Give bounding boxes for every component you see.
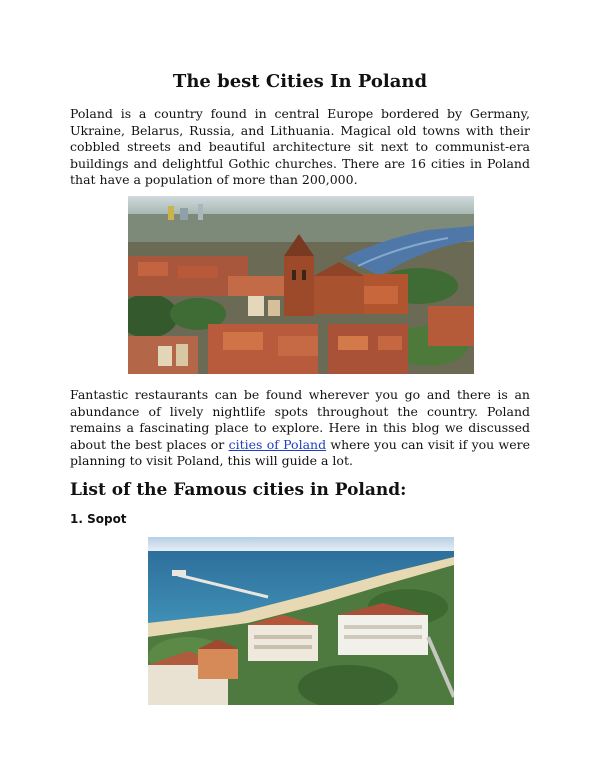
list-heading: List of the Famous cities in Poland: <box>70 480 407 500</box>
second-paragraph <box>70 387 530 470</box>
list-item-sopot-heading: 1. Sopot <box>70 512 127 526</box>
second-paragraph-text-end: where you can visit if you were planning to visit Poland, this will guide a lot. <box>70 436 530 468</box>
page-title: The best Cities In Poland <box>172 71 428 92</box>
city-aerial-photo <box>128 196 474 374</box>
cities-of-poland-link[interactable]: cities of Poland <box>228 436 327 452</box>
sopot-aerial-illustration <box>148 537 454 705</box>
sopot-aerial-photo <box>148 537 454 705</box>
intro-paragraph: Poland is a country found in central Europe bordered by Germany, Ukraine, Belarus, Russia, and Lithuania. Magical old towns with their cobbled streets and beautiful architecture sit next to communist-era buildings and delightful Gothic churches. There are 16 cities in Poland that have a population of more than 200,000. <box>70 106 530 187</box>
city-aerial-illustration <box>128 196 474 374</box>
second-paragraph-text-start: Fantastic restaurants can be found wherever you go and there is an abundance of lively nightlife spots throughout the country. Poland remains a fascinating place to explore. Here in this blog we discussed about the best places or <box>70 387 530 452</box>
